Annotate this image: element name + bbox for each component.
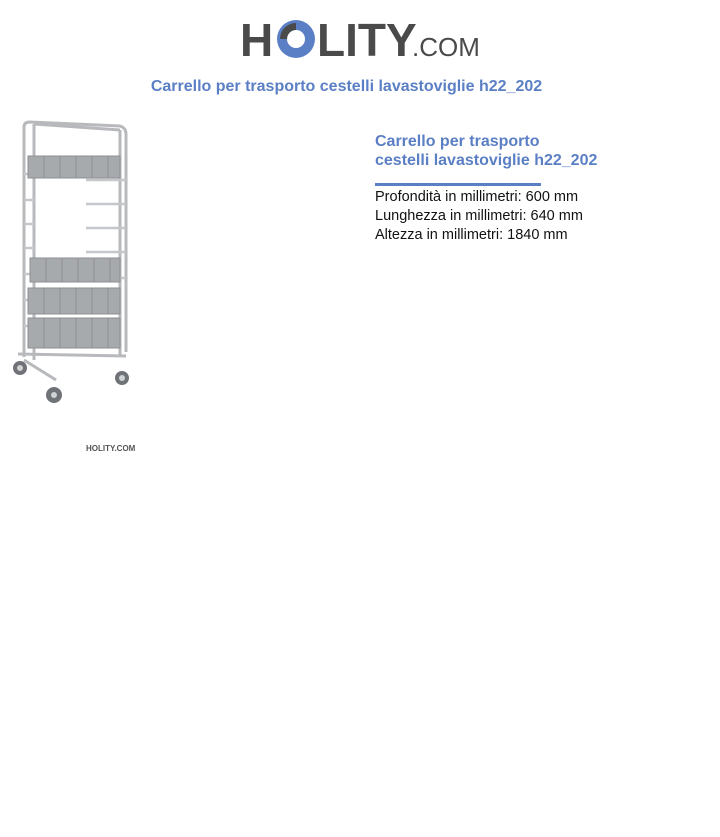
product-heading — [375, 132, 675, 170]
logo-o-icon — [277, 20, 315, 58]
product-info — [375, 132, 675, 245]
page-title: Carrello per trasporto cestelli lavastoviglie h22_202 — [150, 78, 543, 95]
holity-logo[interactable] — [240, 12, 485, 68]
wheels — [13, 361, 129, 403]
logo-letter-h: H — [240, 14, 274, 66]
logo-suffix: .COM — [412, 32, 480, 62]
image-watermark: HOLITY.COM — [86, 444, 136, 453]
heading-divider — [375, 183, 541, 186]
spec-length: Lunghezza in millimetri: 640 mm — [375, 208, 583, 224]
product-image[interactable] — [0, 112, 160, 477]
spec-depth: Profondità in millimetri: 600 mm — [375, 189, 579, 205]
spec-height: Altezza in millimetri: 1840 mm — [375, 227, 568, 243]
product-heading-line2: cestelli lavastoviglie h22_202 — [375, 152, 598, 169]
logo-letters-lity: LITY — [317, 14, 417, 66]
product-heading-line1: Carrello per trasporto — [375, 133, 540, 150]
